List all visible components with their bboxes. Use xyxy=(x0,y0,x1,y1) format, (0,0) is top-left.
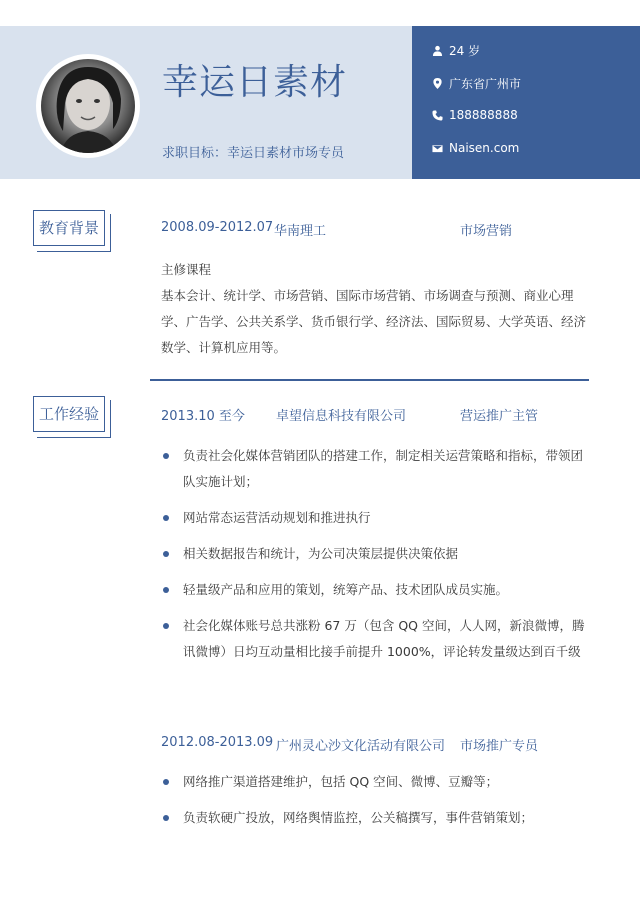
email-icon xyxy=(432,143,443,154)
phone-icon xyxy=(432,110,443,121)
job-2-title: 市场推广专员 xyxy=(460,739,539,754)
location-pin-icon xyxy=(432,78,443,89)
job-1-title: 营运推广主管 xyxy=(460,409,539,424)
job-1-bullet-2: 网站常态运营活动规划和推进执行 xyxy=(161,505,591,531)
job-2-bullet-1: 网络推广渠道搭建维护，包括 QQ 空间、微博、豆瓣等； xyxy=(161,769,591,795)
job-1-bullet-5: 社会化媒体账号总共涨粉 67 万（包含 QQ 空间，人人网，新浪微博，腾讯微博）日均互动量相比接手前提升 1000%，评论转发量级达到百千级 xyxy=(161,613,591,665)
work-section-label: 工作经验 xyxy=(33,396,105,432)
job-2-bullet-2: 负责软硬广投放，网络舆情监控，公关稿撰写，事件营销策划； xyxy=(161,805,591,831)
education-period: 2008.09-2012.07 xyxy=(161,220,274,235)
contact-phone-text: 188888888 xyxy=(449,108,518,122)
contact-phone xyxy=(432,108,518,122)
avatar xyxy=(36,54,140,158)
job-2-period: 2012.08-2013.09 xyxy=(161,735,274,750)
header-left-panel xyxy=(0,26,412,179)
resume-header xyxy=(0,26,640,179)
contact-age-text: 24 岁 xyxy=(449,44,481,58)
avatar-photo xyxy=(41,59,135,153)
contact-email xyxy=(432,141,519,155)
job-1-company: 卓望信息科技有限公司 xyxy=(276,409,407,424)
job-2-company: 广州灵心沙文化活动有限公司 xyxy=(276,739,446,754)
education-section-label: 教育背景 xyxy=(33,210,105,246)
contact-age xyxy=(432,42,480,59)
contact-location-text: 广东省广州市 xyxy=(449,77,522,91)
courses-title: 主修课程 xyxy=(161,262,212,277)
contact-location xyxy=(432,75,521,92)
job-1-bullet-4: 轻量级产品和应用的策划，统筹产品、技术团队成员实施。 xyxy=(161,577,591,603)
job-objective: 求职目标：幸运日素材市场专员 xyxy=(162,146,345,161)
job-1-period: 2013.10 至今 xyxy=(161,409,245,424)
contact-email-text: Naisen.com xyxy=(449,141,520,155)
section-divider xyxy=(150,379,589,381)
person-icon xyxy=(432,45,443,56)
education-major: 市场营销 xyxy=(460,224,513,239)
job-1-bullet-1: 负责社会化媒体营销团队的搭建工作，制定相关运营策略和指标，带领团队实施计划； xyxy=(161,443,591,495)
avatar-silhouette-icon xyxy=(41,59,135,153)
candidate-name: 幸运日素材 xyxy=(162,62,348,103)
education-school: 华南理工 xyxy=(274,224,327,239)
courses-list: 基本会计、统计学、市场营销、国际市场营销、市场调查与预测、商业心理学、广告学、公共关系学、货币银行学、经济法、国际贸易、大学英语、经济数学、计算机应用等。 xyxy=(161,288,587,355)
job-1-bullet-3: 相关数据报告和统计，为公司决策层提供决策依据 xyxy=(161,541,591,567)
